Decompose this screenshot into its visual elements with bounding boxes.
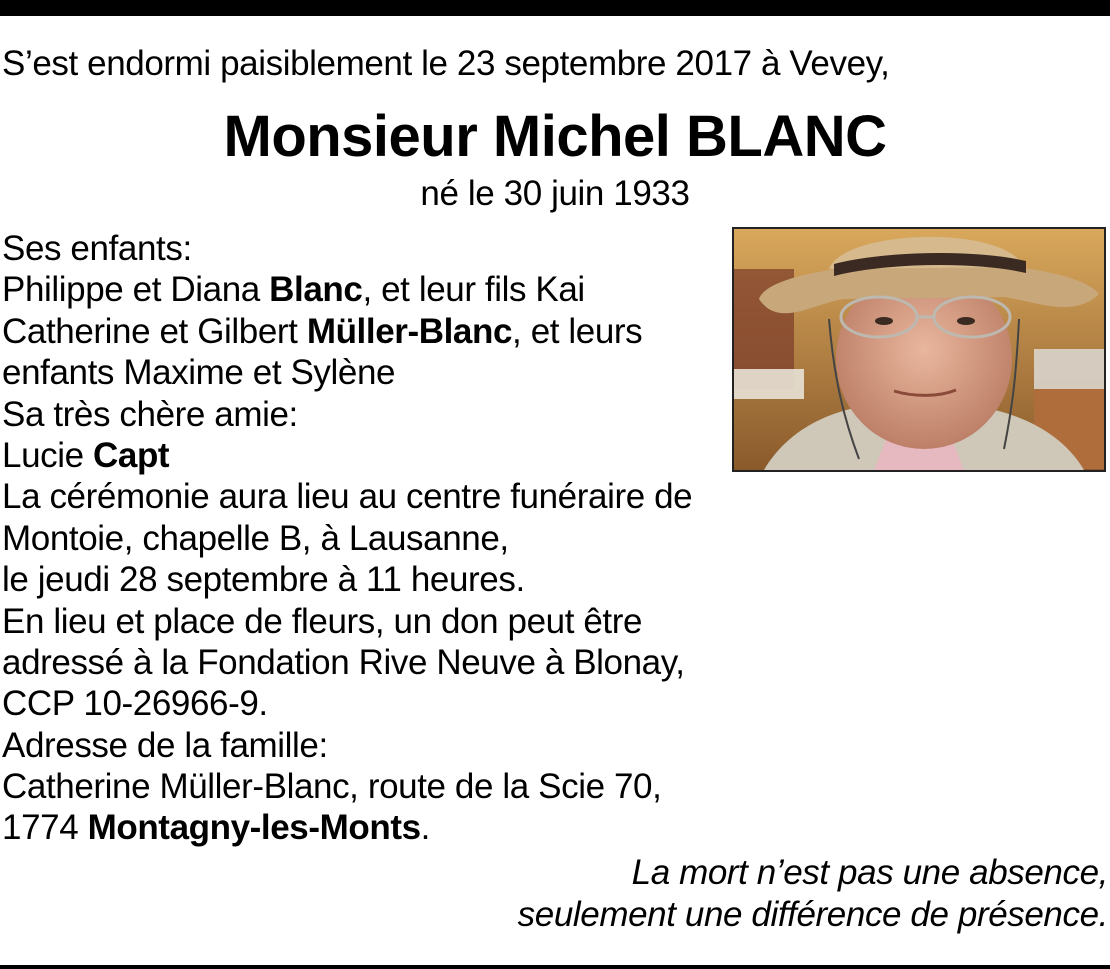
line-text: Catherine Müller-Blanc, route de la Scie 70, [2, 767, 662, 807]
line-text: Lucie [2, 435, 93, 475]
intro-line: S’est endormi paisiblement le 23 septembre 2017 à Vevey, [2, 44, 890, 83]
line-text: enfants Maxime et Sylène [2, 353, 396, 393]
body-line [2, 269, 722, 310]
body-line [2, 518, 722, 559]
body-line [2, 807, 722, 848]
line-bold: Müller-Blanc [306, 311, 513, 351]
line-text: Sa très chère amie: [2, 394, 298, 434]
portrait-photo [732, 227, 1106, 472]
line-text: adressé à la Fondation Rive Neuve à Blonay, [2, 642, 685, 682]
body-line [2, 559, 722, 600]
line-text-after: , et leurs [512, 311, 643, 351]
line-bold: Montagny-les-Monts [87, 808, 421, 848]
body-line [2, 601, 722, 642]
body-line [2, 228, 722, 269]
line-bold: Blanc [269, 270, 363, 310]
line-bold: Capt [93, 435, 170, 475]
body-line [2, 352, 722, 393]
line-text-after: . [420, 808, 430, 848]
quote-line-2: seulement une différence de présence. [517, 895, 1108, 934]
top-rule [0, 0, 1110, 16]
body-line [2, 642, 722, 683]
line-text: Montoie, chapelle B, à Lausanne, [2, 518, 509, 558]
bottom-rule [0, 965, 1110, 969]
line-text: 1774 [2, 808, 88, 848]
notice-body [2, 228, 722, 849]
line-text: Philippe et Diana [2, 270, 270, 310]
deceased-name: Monsieur Michel BLANC [223, 104, 887, 169]
line-text: La cérémonie aura lieu au centre funéraire de [2, 477, 693, 517]
line-text: En lieu et place de fleurs, un don peut être [2, 601, 643, 641]
line-text: Ses enfants: [2, 229, 192, 268]
birth-date: né le 30 juin 1933 [420, 174, 690, 213]
body-line [2, 435, 722, 476]
line-text-after: , et leur fils Kai [362, 270, 585, 310]
body-line [2, 725, 722, 766]
line-text: Adresse de la famille: [2, 725, 328, 765]
body-line [2, 311, 722, 352]
body-line [2, 476, 722, 517]
line-text: Catherine et Gilbert [2, 311, 307, 351]
quote-line-1: La mort n’est pas une absence, [631, 853, 1108, 892]
line-text: le jeudi 28 septembre à 11 heures. [2, 560, 525, 600]
body-line [2, 394, 722, 435]
body-line [2, 683, 722, 724]
line-text: CCP 10-26966-9. [2, 684, 268, 724]
body-line [2, 766, 722, 807]
closing-quote [518, 852, 1108, 936]
